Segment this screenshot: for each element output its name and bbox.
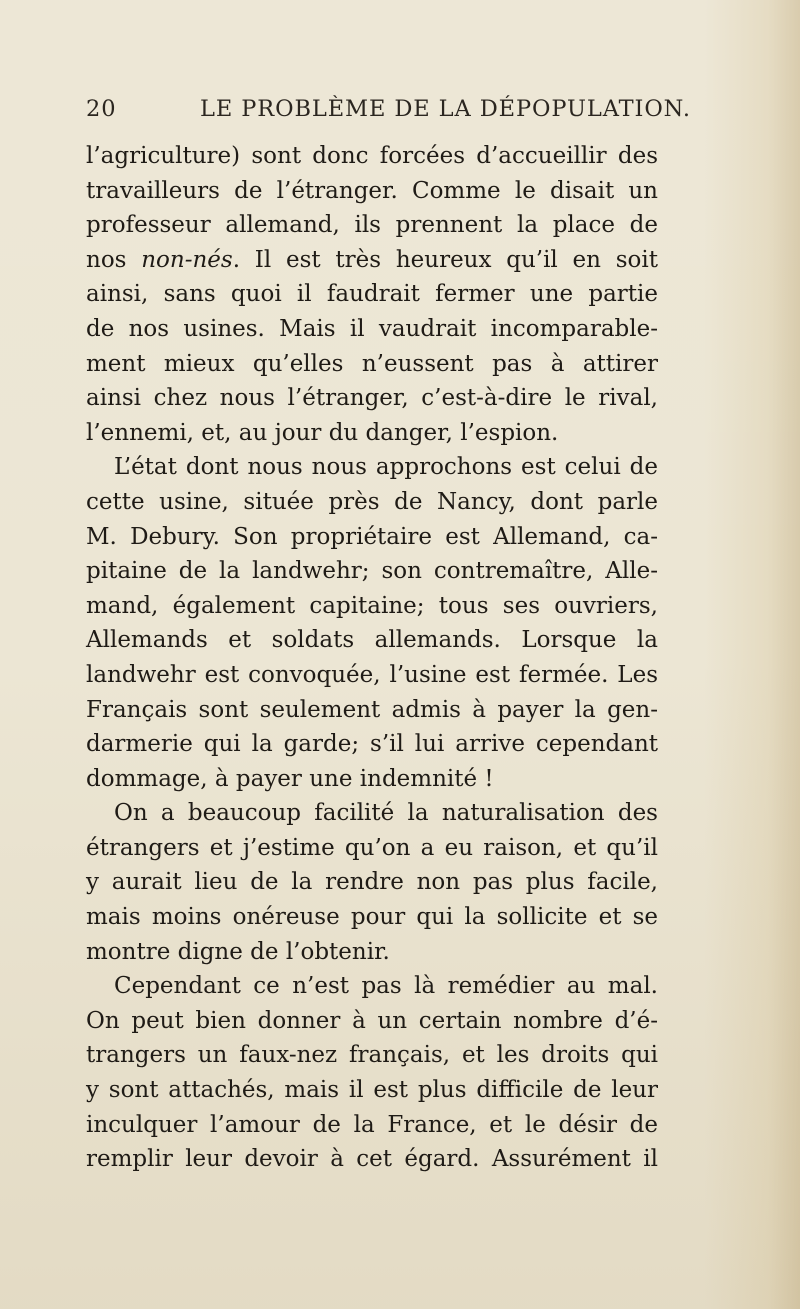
text-line: mand, également capitaine; tous ses ouvriers, <box>86 592 658 619</box>
text-line: L’état dont nous nous approchons est celui de <box>114 454 658 481</box>
text-line: professeur allemand, ils prennent la place de <box>86 212 658 239</box>
text-line: cette usine, située près de Nancy, dont parle <box>86 488 658 515</box>
text-line: mais moins onéreuse pour qui la sollicite et se <box>86 904 658 931</box>
text-line: M. Debury. Son propriétaire est Allemand, ca- <box>86 523 658 550</box>
text-line: y aurait lieu de la rendre non pas plus facile, <box>86 869 658 896</box>
text-line: Cependant ce n’est pas là remédier au mal. <box>114 973 658 1000</box>
text-line: On peut bien donner à un certain nombre d’é- <box>86 1007 658 1034</box>
text-line: l’agriculture) sont donc forcées d’accueillir des <box>86 143 658 169</box>
text-line: étrangers et j’estime qu’on a eu raison, et qu’il <box>86 834 658 861</box>
text-fragment: . Il est très heureux qu’il en soit <box>232 246 658 273</box>
body-text <box>86 139 658 1177</box>
text-line: trangers un faux-nez français, et les droits qui <box>86 1042 658 1069</box>
text-line: travailleurs de l’étranger. Comme le disait un <box>86 177 658 204</box>
text-line: On a beaucoup facilité la naturalisation des <box>114 800 658 827</box>
text-line: l’ennemi, et, au jour du danger, l’espion. <box>86 419 559 446</box>
text-line: pitaine de la landwehr; son contremaître, Alle- <box>86 558 658 585</box>
text-line: y sont attachés, mais il est plus difficile de leur <box>86 1077 658 1104</box>
text-fragment: nos <box>86 246 127 273</box>
italic-term: non-nés <box>141 246 233 273</box>
text-line <box>86 243 658 278</box>
text-line: remplir leur devoir à cet égard. Assurément il <box>86 1146 658 1173</box>
text-line: ment mieux qu’elles n’eussent pas à attirer <box>86 350 658 377</box>
running-head <box>86 96 691 136</box>
text-line: Allemands et soldats allemands. Lorsque la <box>86 627 658 654</box>
text-line: darmerie qui la garde; s’il lui arrive cependant <box>86 731 658 758</box>
text-line: de nos usines. Mais il vaudrait incomparable- <box>86 315 658 342</box>
text-line: ainsi, sans quoi il faudrait fermer une partie <box>86 281 658 308</box>
text-line: landwehr est convoquée, l’usine est fermée. Les <box>86 661 658 688</box>
text-line: inculquer l’amour de la France, et le désir de <box>86 1111 658 1138</box>
text-line: montre digne de l’obtenir. <box>86 938 390 965</box>
text-line: ainsi chez nous l’étranger, c’est-à-dire le rival, <box>86 385 658 412</box>
page-number: 20 <box>86 96 117 122</box>
text-line: dommage, à payer une indemnité ! <box>86 765 494 792</box>
running-title: LE PROBLÈME DE LA DÉPOPULATION. <box>200 96 691 122</box>
text-line: Français sont seulement admis à payer la gen- <box>86 696 658 723</box>
